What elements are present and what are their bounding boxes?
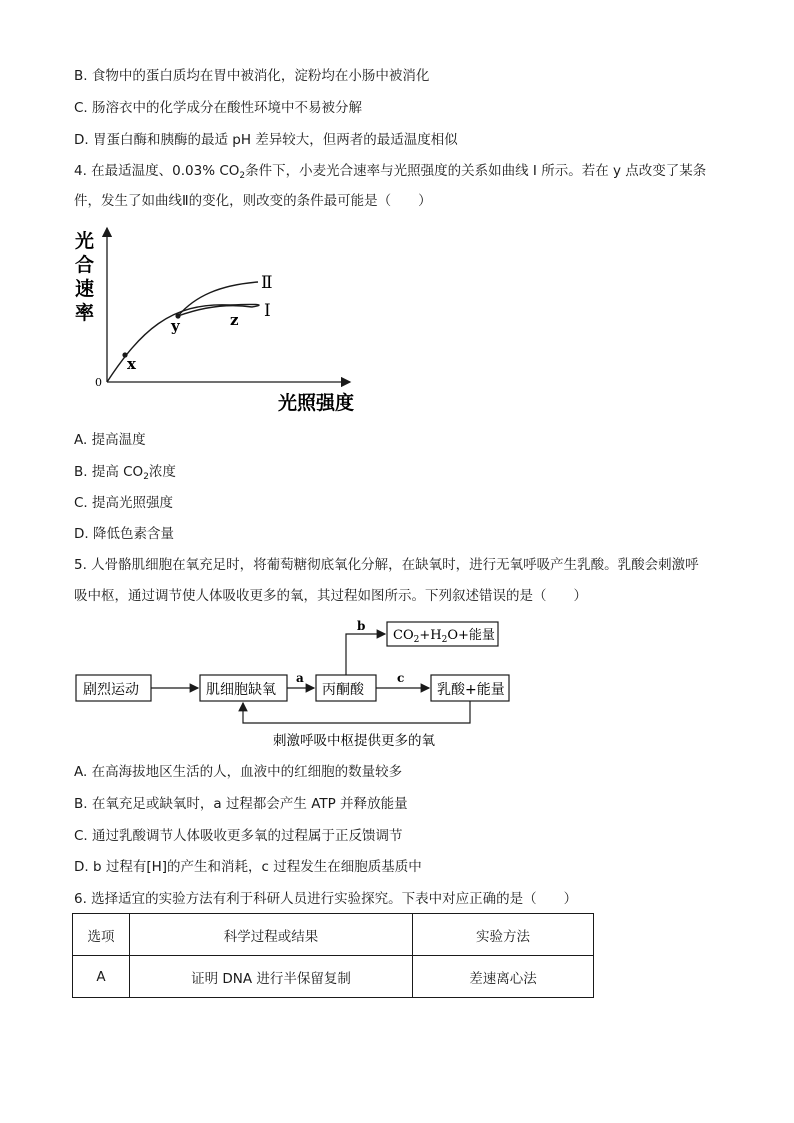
q3-option-b: B. 食物中的蛋白质均在胃中被消化，淀粉均在小肠中被消化	[74, 68, 430, 84]
point-z-label: z	[230, 311, 239, 329]
table-header-cell: 实验方法	[413, 914, 594, 956]
q5-option-d: D. b 过程有[H]的产生和消耗，c 过程发生在细胞质基质中	[74, 859, 422, 875]
q6-table	[72, 913, 594, 998]
curve-I-label: I	[264, 301, 271, 321]
curve-II-label: Ⅱ	[261, 273, 273, 293]
box-co2-text: $CO_2+H_2O+$能量	[393, 628, 495, 645]
q5-option-a: A. 在高海拔地区生活的人，血液中的红细胞的数量较多	[74, 764, 403, 780]
q4-stem-line1: 4. 在最适温度、0.03% $CO_2$条件下，小麦光合速率与光照强度的关系如曲线 I 所示。若在 y 点改变了某条	[74, 163, 707, 181]
table-cell: 证明 DNA 进行半保留复制	[130, 956, 413, 998]
q6-stem: 6. 选择适宜的实验方法有利于科研人员进行实验探究。下表中对应正确的是（ ）	[74, 891, 578, 907]
q4-stem-line2: 件，发生了如曲线Ⅱ的变化，则改变的条件最可能是（ ）	[74, 193, 432, 209]
label-b: b	[357, 619, 366, 633]
table-cell: A	[73, 956, 130, 998]
q4-option-a: A. 提高温度	[74, 432, 146, 448]
q4-graph	[70, 222, 370, 418]
curve-I-tail	[178, 306, 252, 316]
x-axis-label: 光照强度	[278, 392, 355, 414]
q5-stem-line1: 5. 人骨骼肌细胞在氧充足时，将葡萄糖彻底氧化分解，在缺氧时，进行无氧呼吸产生乳酸。乳酸会刺激呼	[74, 557, 699, 573]
arrow-feedback	[243, 701, 470, 723]
y-axis-label-4: 率	[75, 302, 95, 324]
y-axis-label-1: 光	[75, 230, 95, 252]
curve-II	[178, 282, 258, 316]
table-header-cell: 科学过程或结果	[130, 914, 413, 956]
origin-label: 0	[95, 376, 102, 389]
q5-diagram	[70, 614, 530, 754]
y-axis-label-2: 合	[75, 254, 95, 276]
table-cell: 差速离心法	[413, 956, 594, 998]
q3-option-c: C. 肠溶衣中的化学成分在酸性环境中不易被分解	[74, 100, 363, 116]
q5-option-b: B. 在氧充足或缺氧时，a 过程都会产生 ATP 并释放能量	[74, 796, 408, 812]
box-lactate-text: 乳酸+能量	[437, 682, 505, 698]
q4-option-c: C. 提高光照强度	[74, 495, 174, 511]
q5-option-c: C. 通过乳酸调节人体吸收更多氧的过程属于正反馈调节	[74, 828, 403, 844]
table-row	[73, 956, 594, 998]
box-pyruvate-text: 丙酮酸	[322, 682, 364, 698]
label-c: c	[397, 671, 405, 685]
q4-option-b: B. 提高 $CO_2$浓度	[74, 464, 176, 482]
table-header-row	[73, 914, 594, 956]
point-y-label: y	[171, 317, 180, 335]
table-header-cell: 选项	[73, 914, 130, 956]
q3-option-d: D. 胃蛋白酶和胰酶的最适 pH 差异较大，但两者的最适温度相似	[74, 132, 458, 148]
feedback-label: 刺激呼吸中枢提供更多的氧	[273, 733, 435, 749]
y-axis-label-3: 速	[75, 278, 95, 300]
label-a: a	[296, 671, 304, 685]
q4-option-d: D. 降低色素含量	[74, 526, 174, 542]
q5-stem-line2: 吸中枢，通过调节使人体吸收更多的氧，其过程如图所示。下列叙述错误的是（ ）	[74, 588, 587, 604]
box-hypoxia-text: 肌细胞缺氧	[206, 682, 276, 698]
box-exercise-text: 剧烈运动	[83, 682, 139, 698]
point-x-label: x	[127, 355, 136, 373]
arrow-b	[346, 634, 385, 675]
